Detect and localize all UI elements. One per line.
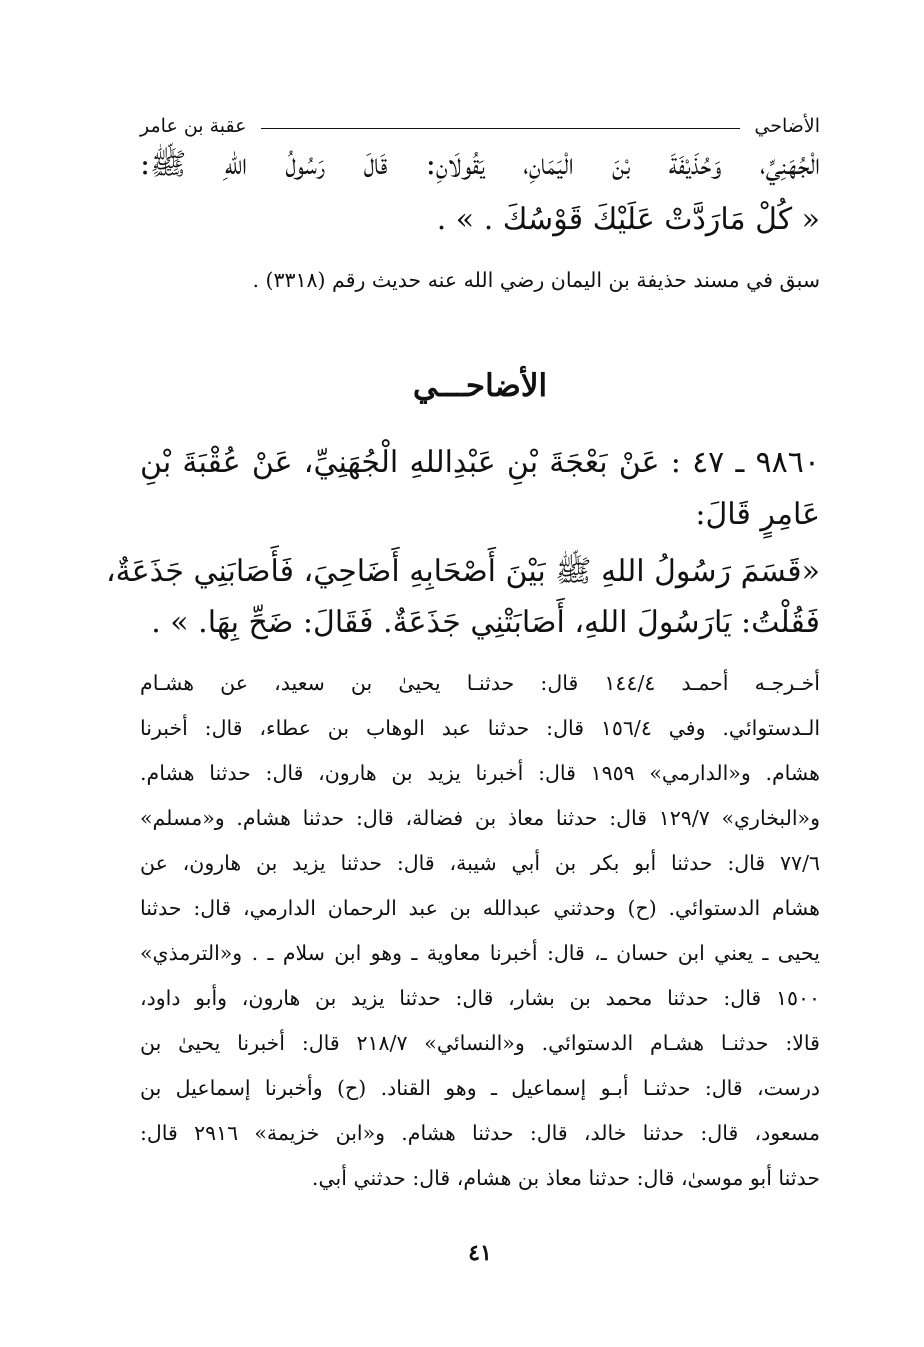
- takhrij-line-2: الـدستوائي. وفي ١٥٦/٤ قال: حدثنا عبد الوهاب بن عطاء، قال: أخبرنا: [140, 716, 821, 740]
- hadith-line-1: ٩٨٦٠ ـ ٤٧ : عَنْ بَعْجَةَ بْنِ عَبْدِاللهِ الْجُهَنِيِّ، عَنْ عُقْبَةَ بْنِ: [140, 445, 820, 480]
- intro-cross-reference-note: سبق في مسند حذيفة بن اليمان رضي الله عنه حديث رقم (٣٣١٨) .: [252, 268, 820, 292]
- hadith-line-3: «قَسَمَ رَسُولُ اللهِ ﷺ بَيْنَ أَصْحَابِهِ أَضَاحِيَ، فَأَصَابَنِي جَذَعَةٌ،: [106, 554, 820, 589]
- takhrij-line-8: ١٥٠٠ قال: حدثنا محمد بن بشار، قال: حدثنا يزيد بن هارون، وأبو داود،: [140, 986, 820, 1010]
- takhrij-line-3: هشام. و«الدارمي» ١٩٥٩ قال: أخبرنا يزيد بن هارون، قال: حدثنا هشام.: [140, 761, 820, 785]
- section-title: الأضاحـــي: [412, 368, 548, 404]
- header-companion-name: عقبة بن عامر: [140, 115, 247, 137]
- page-number: ٤١: [468, 1240, 492, 1266]
- intro-line-1: الْجُهَنِيِّ، وَحُذَيْفَةَ بْنَ الْيَمَانِ، يَقُولَانِ: قَالَ رَسُولُ اللهِ ﷺ:: [140, 147, 820, 182]
- takhrij-line-12: حدثنا أبو موسىٰ، قال: حدثنا معاذ بن هشام، قال: حدثني أبي.: [311, 1166, 820, 1190]
- running-header: [140, 112, 820, 140]
- takhrij-line-7: يحيى ـ يعني ابن حسان ـ، قال: أخبرنا معاوية ـ وهو ابن سلام ـ . و«الترمذي»: [140, 941, 820, 965]
- takhrij-line-11: مسعود، قال: حدثنا خالد، قال: حدثنا هشام. و«ابن خزيمة» ٢٩١٦ قال:: [140, 1121, 820, 1145]
- header-chapter-title: الأضاحي: [754, 115, 820, 137]
- hadith-line-2: عَامِرٍ قَالَ:: [695, 497, 820, 532]
- takhrij-line-1: أخـرجـه أحمـد ١٤٤/٤ قال: حدثنـا يحيىٰ بن سعيد، عن هشـام: [140, 671, 820, 695]
- takhrij-line-6: هشام الدستوائي. (ح) وحدثني عبدالله بن عبد الرحمان الدارمي، قال: حدثنا: [140, 896, 820, 920]
- takhrij-line-9: قالا: حدثنـا هشـام الدستوائي. و«النسائي» ٢١٨/٧ قال: أخبرنا يحيىٰ بن: [140, 1031, 820, 1055]
- intro-line-2: « كُلْ مَارَدَّتْ عَلَيْكَ قَوْسُكَ . » .: [436, 202, 820, 237]
- takhrij-line-5: ٧٧/٦ قال: حدثنا أبو بكر بن أبي شيبة، قال: حدثنا يزيد بن هارون، عن: [140, 851, 820, 875]
- header-rule: [261, 128, 741, 129]
- book-page: [106, 0, 821, 1347]
- takhrij-line-10: درست، قال: حدثنـا أبـو إسماعيل ـ وهو القناد. (ح) وأخبرنا إسماعيل بن: [140, 1076, 820, 1100]
- takhrij-line-4: و«البخاري» ١٢٩/٧ قال: حدثنا معاذ بن فضالة، قال: حدثنا هشام. و«مسلم»: [140, 806, 820, 830]
- hadith-line-4: فَقُلْتُ: يَارَسُولَ اللهِ، أَصَابَتْنِي جَذَعَةٌ. فَقَالَ: ضَحِّ بِهَا. » .: [151, 605, 820, 640]
